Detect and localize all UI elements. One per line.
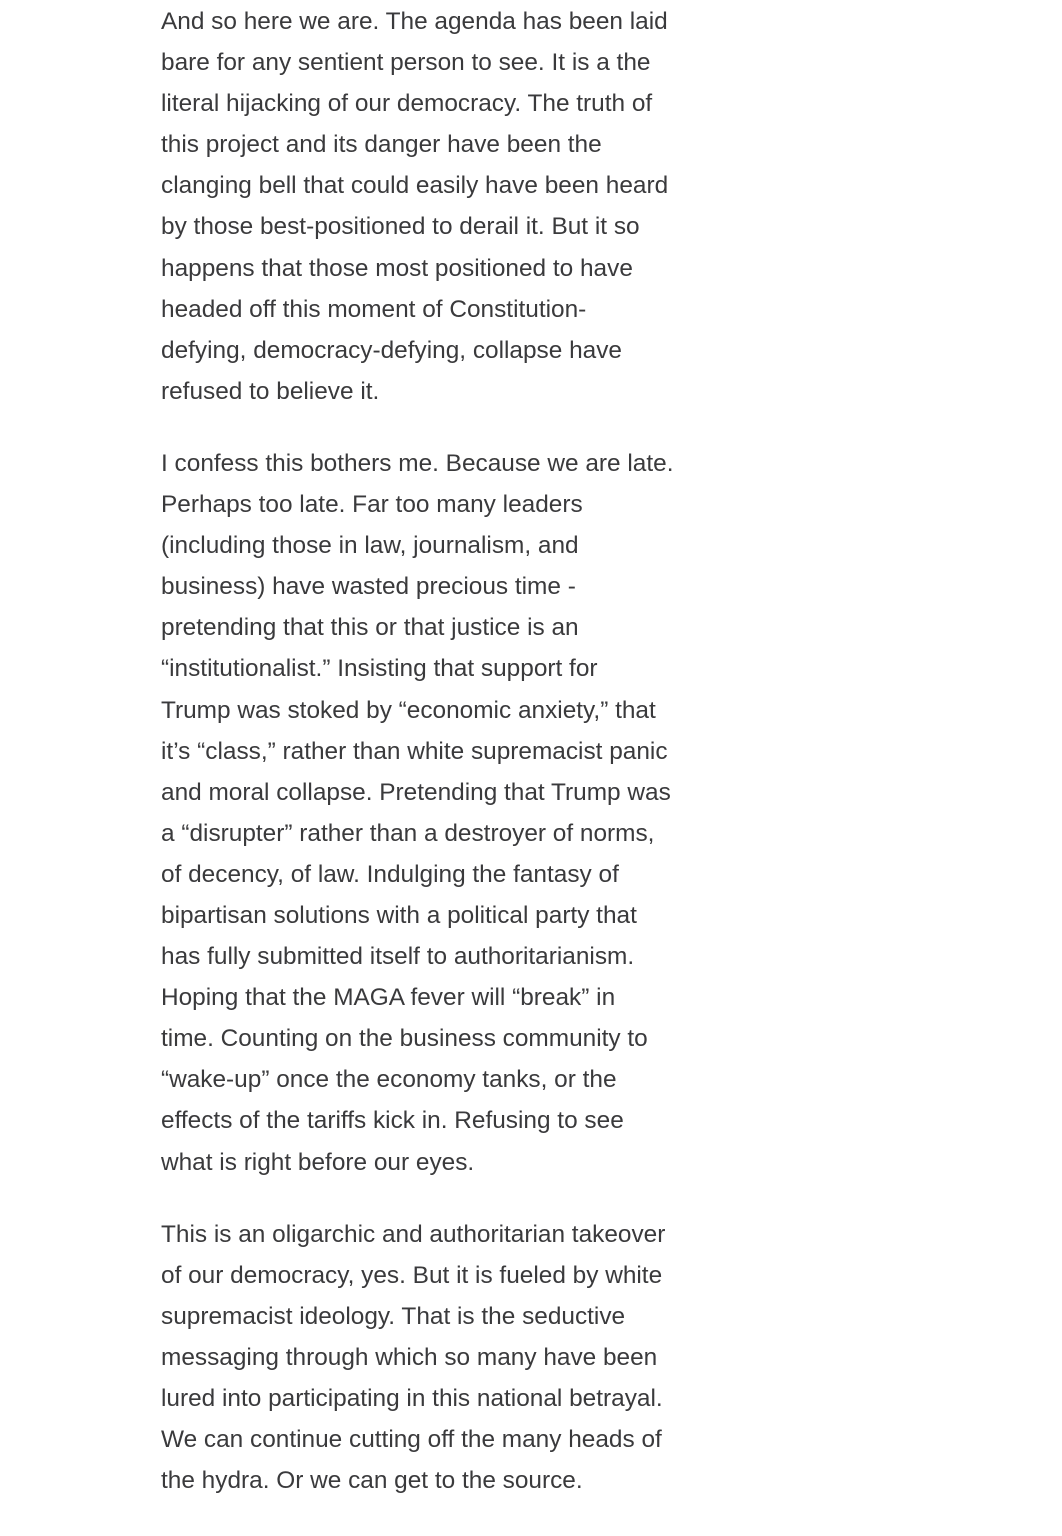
text-line: Perhaps too late. Far too many leaders [161, 491, 583, 519]
text-line: bare for any sentient person to see. It is a the [161, 49, 651, 77]
article-paragraph-1 [161, 1, 721, 412]
article-body [161, 1, 721, 1501]
text-line: lured into participating in this national betrayal. [161, 1385, 663, 1412]
text-line: what is right before our eyes. [161, 1148, 475, 1176]
text-line: of decency, of law. Indulging the fantasy of [161, 860, 619, 888]
text-line: of our democracy, yes. But it is fueled by white [161, 1261, 663, 1289]
text-line: bipartisan solutions with a political party that [161, 901, 637, 929]
text-line: by those best-positioned to derail it. But it so [161, 213, 640, 241]
text-line: clanging bell that could easily have been heard [161, 172, 669, 200]
text-line: literal hijacking of our democracy. The truth of [161, 90, 653, 118]
text-line: (including those in law, journalism, and [161, 532, 579, 560]
text-line: pretending that this or that justice is an [161, 614, 579, 642]
text-line: This is an oligarchic and authoritarian takeover [161, 1220, 666, 1248]
text-line: happens that those most positioned to have [161, 254, 633, 282]
text-line: Hoping that the MAGA fever will “break” in [161, 984, 616, 1012]
text-line: “wake-up” once the economy tanks, or the [161, 1066, 617, 1094]
article-paragraph-3 [161, 1214, 721, 1502]
text-line: I confess this bothers me. Because we are late. [161, 449, 674, 477]
text-line: We can continue cutting off the many heads of [161, 1426, 662, 1454]
text-line: headed off this moment of Constitution- [161, 295, 587, 323]
text-line: the hydra. Or we can get to the source. [161, 1467, 583, 1495]
text-line: supremacist ideology. That is the seductive [161, 1302, 626, 1330]
text-line: effects of the tariffs kick in. Refusing to see [161, 1107, 624, 1135]
text-line: Trump was stoked by “economic anxiety,” that [161, 696, 656, 724]
text-line: time. Counting on the business community to [161, 1025, 648, 1053]
text-line: this project and its danger have been the [161, 131, 602, 159]
text-line: business) have wasted precious time - [161, 573, 576, 601]
text-line: refused to believe it. [161, 377, 380, 405]
text-line: messaging through which so many have been [161, 1343, 658, 1371]
text-line: defying, democracy-defying, collapse have [161, 336, 622, 364]
article-paragraph-2 [161, 443, 721, 1183]
text-line: a “disrupter” rather than a destroyer of norms, [161, 819, 655, 847]
text-line: And so here we are. The agenda has been laid [161, 8, 668, 35]
text-line: has fully submitted itself to authoritarianism. [161, 943, 635, 971]
text-line: it’s “class,” rather than white supremacist panic [161, 737, 668, 765]
text-line: “institutionalist.” Insisting that support for [161, 655, 598, 683]
text-line: and moral collapse. Pretending that Trump was [161, 778, 671, 806]
